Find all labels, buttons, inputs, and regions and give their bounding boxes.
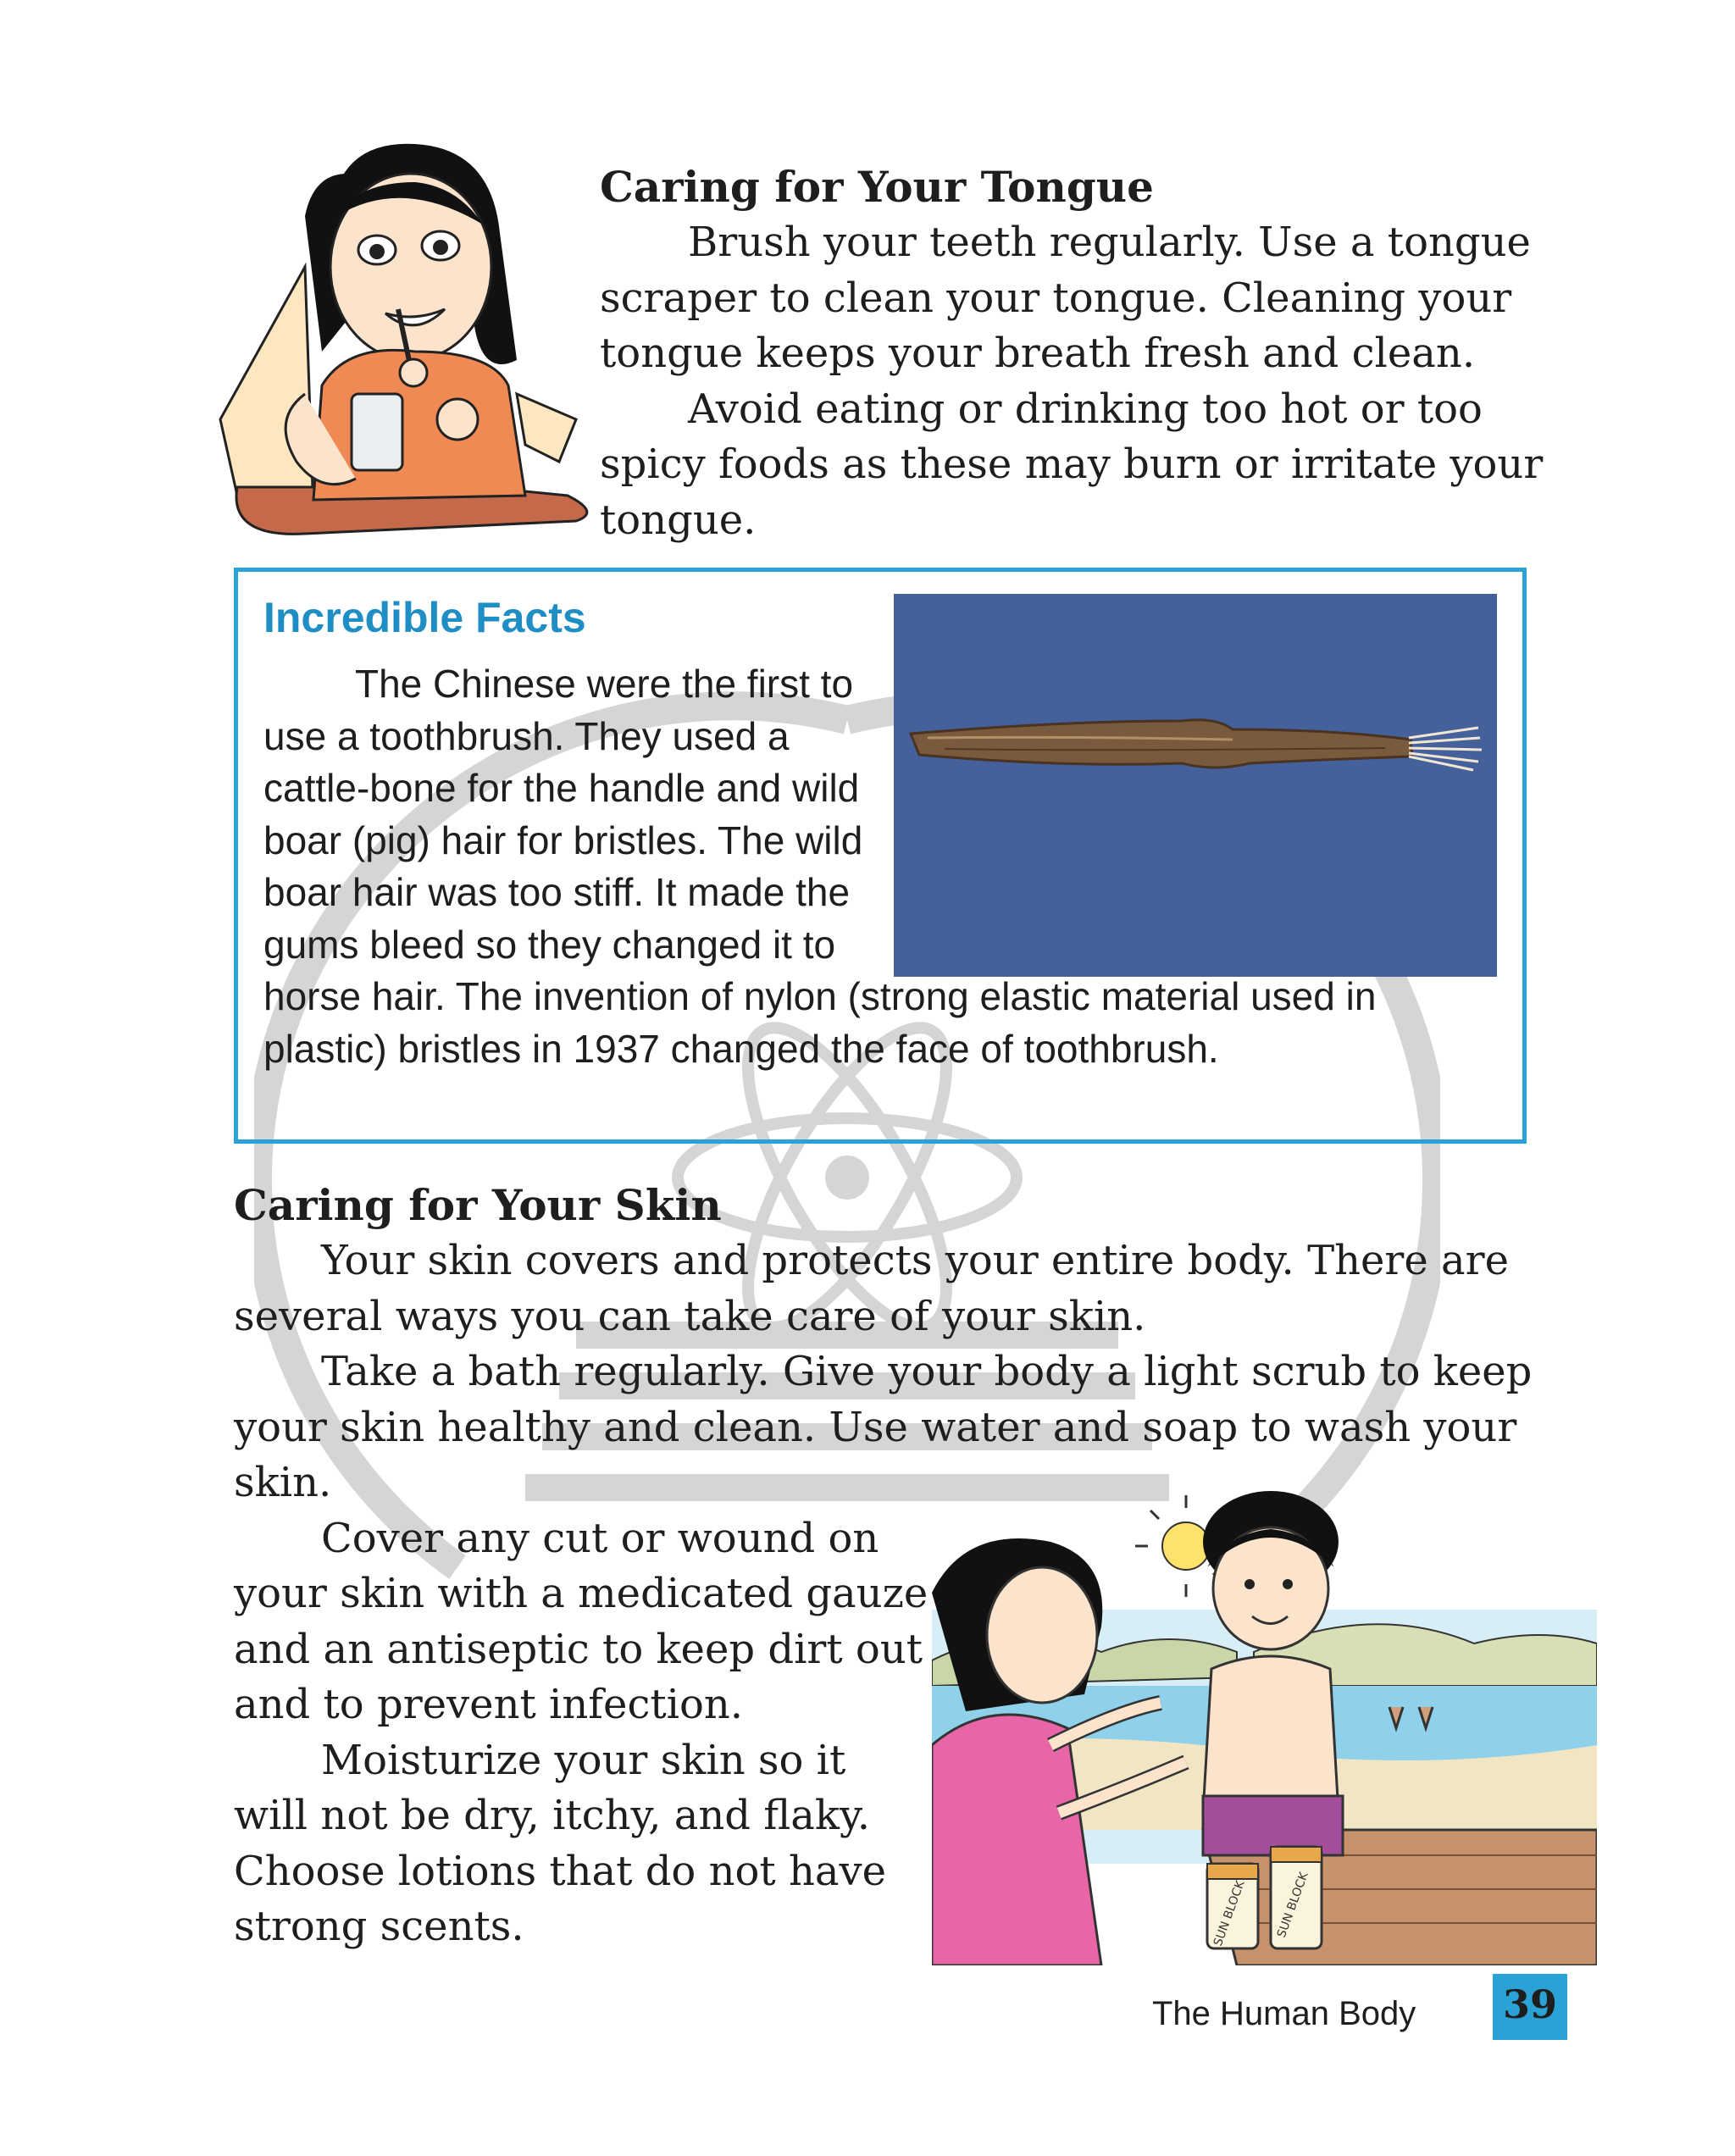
photo-spacer bbox=[886, 592, 1509, 939]
skin-paragraph-covers: Your skin covers and protects your entire body. There are several ways you can take care of your skin. bbox=[234, 1237, 1509, 1340]
tongue-section-heading: Caring for Your Tongue bbox=[600, 162, 1154, 212]
incredible-facts-text-content: The Chinese were the first to use a toothbrush. They used a cattle-bone for the handle and wild boar (pig) hair for bristles. The wild boar hair was too stiff. It made the gums bleed so they changed it to horse hair. The invention of nylon (strong elastic material used in plastic) bristles in 1937 changed the face of toothbrush. bbox=[263, 662, 1377, 1071]
sunscreen-label-1: SUN BLOCK bbox=[1211, 1878, 1248, 1948]
footer-chapter-title: The Human Body bbox=[1152, 1995, 1416, 2032]
tongue-paragraph-brush: Brush your teeth regularly. Use a tongue scraper to clean your tongue. Cleaning your tongue keeps your breath fresh and clean. bbox=[600, 219, 1531, 377]
incredible-facts-box bbox=[234, 568, 1527, 1144]
skin-section-heading: Caring for Your Skin bbox=[234, 1180, 722, 1230]
mother-applying-sunscreen-illustration bbox=[932, 1491, 1597, 1965]
sunscreen-label-2: SUN BLOCK bbox=[1274, 1870, 1311, 1940]
skin-paragraph-wound: Cover any cut or wound on your skin with a medicated gauze and an antiseptic to keep dirt out and to prevent infection. bbox=[234, 1514, 928, 1728]
incredible-facts-heading: Incredible Facts bbox=[263, 594, 586, 641]
tongue-paragraph-avoid: Avoid eating or drinking too hot or too spicy foods as these may burn or irritate your tongue. bbox=[600, 385, 1544, 544]
tongue-care-section bbox=[600, 159, 1549, 548]
incredible-facts-text bbox=[263, 658, 1509, 1075]
skin-paragraph-moisturize: Moisturize your skin so it will not be dry, itchy, and flaky. Choose lotions that do not have strong scents. bbox=[234, 1736, 886, 1950]
page-number-badge bbox=[1493, 1974, 1567, 2040]
page-number: 39 bbox=[1502, 1981, 1557, 2027]
skin-paragraph-bath: Take a bath regularly. Give your body a light scrub to keep your skin healthy and clean. Use water and soap to wash your skin. bbox=[234, 1348, 1533, 1506]
girl-brushing-teeth-illustration bbox=[203, 140, 593, 546]
